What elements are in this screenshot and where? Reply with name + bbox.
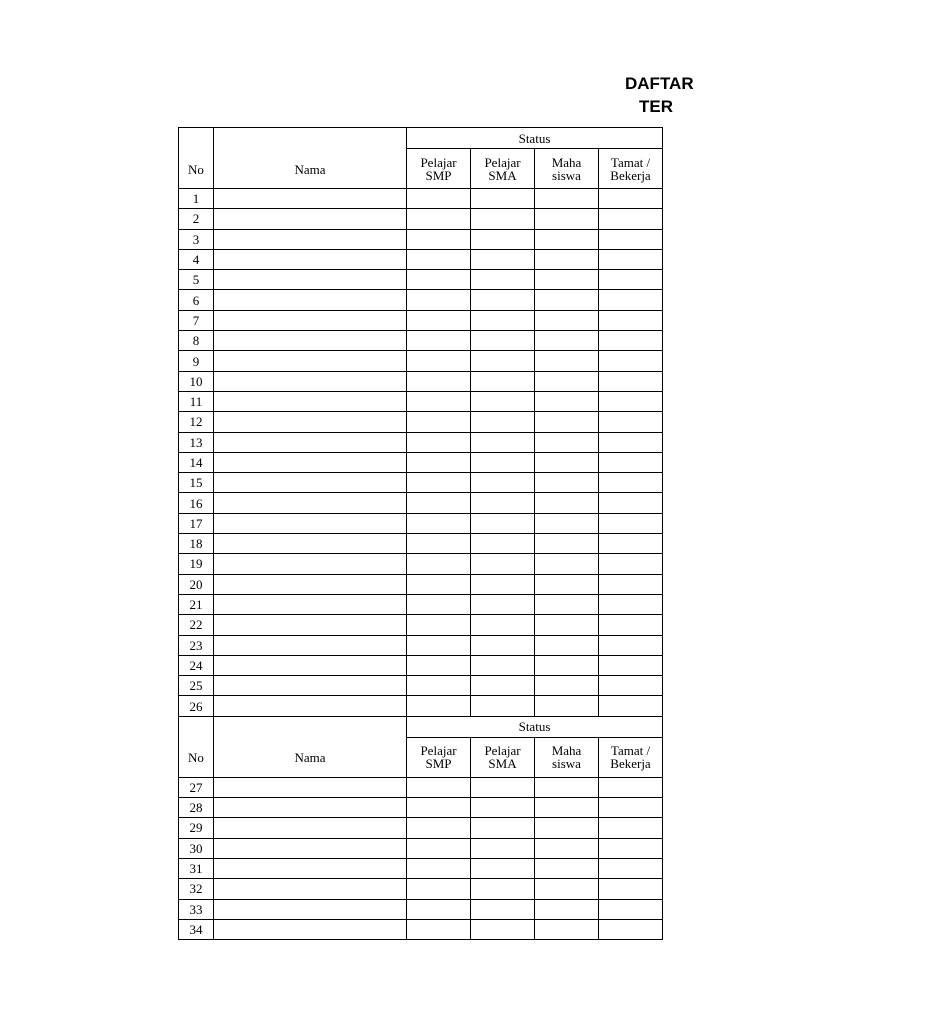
row-number: 27 (179, 777, 214, 797)
status-cell (471, 412, 535, 432)
row-number: 23 (179, 635, 214, 655)
status-cell (599, 777, 663, 797)
status-cell (471, 777, 535, 797)
header-row-top (179, 128, 663, 149)
column-header-no: No (179, 716, 214, 777)
row-number: 9 (179, 351, 214, 371)
table-row (179, 879, 663, 899)
name-cell (214, 899, 407, 919)
status-cell (471, 473, 535, 493)
status-cell (407, 594, 471, 614)
name-cell (214, 798, 407, 818)
status-cell (599, 899, 663, 919)
status-cell (535, 229, 599, 249)
status-cell (535, 534, 599, 554)
status-cell (535, 574, 599, 594)
status-cell (471, 493, 535, 513)
column-header-no: No (179, 128, 214, 189)
table-row (179, 351, 663, 371)
status-cell (535, 290, 599, 310)
table-row (179, 371, 663, 391)
status-cell (599, 270, 663, 290)
status-subheader-line1: Pelajar (420, 154, 457, 170)
table-row (179, 391, 663, 411)
status-cell (535, 473, 599, 493)
row-number: 31 (179, 858, 214, 878)
row-number: 6 (179, 290, 214, 310)
status-cell (599, 493, 663, 513)
status-cell (535, 676, 599, 696)
status-cell (599, 310, 663, 330)
header-row-top (179, 716, 663, 737)
status-cell (407, 351, 471, 371)
status-cell (535, 249, 599, 269)
table-row (179, 331, 663, 351)
table-row (179, 290, 663, 310)
table-row (179, 594, 663, 614)
status-cell (535, 493, 599, 513)
name-cell (214, 351, 407, 371)
status-cell (535, 432, 599, 452)
name-cell (214, 635, 407, 655)
status-cell (407, 310, 471, 330)
status-cell (535, 189, 599, 209)
row-number: 25 (179, 676, 214, 696)
row-number: 29 (179, 818, 214, 838)
table-row (179, 432, 663, 452)
status-cell (535, 879, 599, 899)
status-subheader-line1: Pelajar (484, 154, 521, 170)
status-cell (407, 676, 471, 696)
status-cell (599, 615, 663, 635)
status-cell (407, 452, 471, 472)
status-cell (407, 371, 471, 391)
name-cell (214, 554, 407, 574)
name-cell (214, 879, 407, 899)
status-cell (407, 432, 471, 452)
row-number: 28 (179, 798, 214, 818)
table-row (179, 310, 663, 330)
name-cell (214, 229, 407, 249)
name-cell (214, 574, 407, 594)
status-cell (599, 209, 663, 229)
row-number: 32 (179, 879, 214, 899)
status-cell (599, 879, 663, 899)
status-cell (471, 290, 535, 310)
status-cell (407, 818, 471, 838)
name-cell (214, 655, 407, 675)
status-cell (407, 919, 471, 939)
name-cell (214, 534, 407, 554)
name-cell (214, 615, 407, 635)
status-cell (407, 635, 471, 655)
table-row (179, 919, 663, 939)
status-cell (599, 473, 663, 493)
status-subheader-line1: Tamat / (610, 154, 651, 170)
table-row (179, 655, 663, 675)
status-cell (599, 655, 663, 675)
status-cell (599, 391, 663, 411)
name-cell (214, 209, 407, 229)
status-cell (407, 798, 471, 818)
row-number: 17 (179, 513, 214, 533)
row-number: 30 (179, 838, 214, 858)
table-row (179, 209, 663, 229)
row-number: 13 (179, 432, 214, 452)
name-cell (214, 310, 407, 330)
status-cell (407, 534, 471, 554)
status-cell (599, 331, 663, 351)
row-number: 16 (179, 493, 214, 513)
status-cell (407, 554, 471, 574)
status-cell (471, 351, 535, 371)
status-cell (471, 432, 535, 452)
status-cell (471, 249, 535, 269)
status-cell (599, 696, 663, 716)
status-cell (471, 655, 535, 675)
row-number: 14 (179, 452, 214, 472)
status-subheader (535, 149, 599, 189)
status-cell (535, 452, 599, 472)
name-cell (214, 493, 407, 513)
table-row (179, 493, 663, 513)
name-cell (214, 473, 407, 493)
row-number: 2 (179, 209, 214, 229)
status-subheader-line2: Bekerja (610, 756, 651, 772)
status-cell (471, 513, 535, 533)
status-cell (599, 371, 663, 391)
table-row (179, 270, 663, 290)
status-subheader-line2: siswa (552, 167, 581, 183)
status-cell (471, 594, 535, 614)
table-row (179, 189, 663, 209)
status-cell (535, 391, 599, 411)
status-subheader (407, 737, 471, 777)
status-cell (407, 655, 471, 675)
table-row (179, 574, 663, 594)
name-cell (214, 371, 407, 391)
status-cell (471, 209, 535, 229)
status-subheader-line1: Pelajar (484, 743, 521, 759)
status-cell (535, 899, 599, 919)
table-row (179, 899, 663, 919)
table-row (179, 858, 663, 878)
status-cell (535, 513, 599, 533)
status-cell (471, 189, 535, 209)
status-cell (407, 229, 471, 249)
status-cell (471, 534, 535, 554)
row-number: 11 (179, 391, 214, 411)
row-number: 15 (179, 473, 214, 493)
column-header-name: Nama (214, 128, 407, 189)
status-cell (599, 858, 663, 878)
row-number: 21 (179, 594, 214, 614)
name-cell (214, 858, 407, 878)
status-subheader-line1: Tamat / (610, 743, 651, 759)
name-cell (214, 818, 407, 838)
status-cell (599, 412, 663, 432)
name-cell (214, 513, 407, 533)
row-number: 22 (179, 615, 214, 635)
status-cell (599, 635, 663, 655)
row-number: 26 (179, 696, 214, 716)
status-cell (471, 270, 535, 290)
status-cell (407, 209, 471, 229)
status-cell (471, 310, 535, 330)
name-cell (214, 696, 407, 716)
status-cell (407, 493, 471, 513)
status-cell (535, 270, 599, 290)
status-subheader-line1: Maha (551, 154, 582, 170)
title-line-2: TER (639, 97, 673, 116)
name-cell (214, 777, 407, 797)
name-cell (214, 331, 407, 351)
name-cell (214, 919, 407, 939)
status-cell (471, 574, 535, 594)
status-cell (599, 554, 663, 574)
status-cell (471, 676, 535, 696)
status-cell (407, 391, 471, 411)
table-row (179, 229, 663, 249)
status-cell (535, 798, 599, 818)
status-cell (535, 696, 599, 716)
status-cell (535, 818, 599, 838)
status-cell (599, 838, 663, 858)
row-number: 10 (179, 371, 214, 391)
status-cell (471, 635, 535, 655)
status-cell (407, 473, 471, 493)
name-cell (214, 290, 407, 310)
status-cell (471, 899, 535, 919)
table-row (179, 412, 663, 432)
row-number: 18 (179, 534, 214, 554)
status-cell (471, 371, 535, 391)
name-cell (214, 452, 407, 472)
table-row (179, 249, 663, 269)
status-cell (407, 879, 471, 899)
status-cell (471, 391, 535, 411)
status-cell (599, 574, 663, 594)
table-row (179, 615, 663, 635)
roster-table (178, 127, 663, 940)
status-subheader-line2: siswa (552, 756, 581, 772)
row-number: 33 (179, 899, 214, 919)
table-row (179, 452, 663, 472)
status-subheader-line1: Maha (551, 743, 582, 759)
table-row (179, 534, 663, 554)
document-title (500, 72, 694, 122)
status-cell (407, 189, 471, 209)
status-cell (407, 270, 471, 290)
status-cell (471, 331, 535, 351)
name-cell (214, 412, 407, 432)
status-cell (535, 412, 599, 432)
status-cell (535, 655, 599, 675)
table-row (179, 473, 663, 493)
column-header-name: Nama (214, 716, 407, 777)
table-row (179, 696, 663, 716)
table-row (179, 838, 663, 858)
row-number: 5 (179, 270, 214, 290)
table-row (179, 635, 663, 655)
status-cell (407, 513, 471, 533)
row-number: 12 (179, 412, 214, 432)
table-row (179, 798, 663, 818)
name-cell (214, 189, 407, 209)
status-subheader-line1: Pelajar (420, 743, 457, 759)
status-subheader (599, 737, 663, 777)
row-number: 19 (179, 554, 214, 574)
status-cell (471, 554, 535, 574)
table-row (179, 513, 663, 533)
status-cell (599, 919, 663, 939)
row-number: 20 (179, 574, 214, 594)
status-cell (471, 452, 535, 472)
status-cell (535, 371, 599, 391)
status-cell (535, 594, 599, 614)
title-line-1: DAFTAR (625, 74, 694, 93)
row-number: 8 (179, 331, 214, 351)
status-subheader (599, 149, 663, 189)
status-cell (599, 189, 663, 209)
row-number: 1 (179, 189, 214, 209)
status-cell (535, 310, 599, 330)
name-cell (214, 838, 407, 858)
status-subheader (407, 149, 471, 189)
status-subheader-line2: SMA (488, 756, 517, 772)
status-cell (599, 290, 663, 310)
status-subheader-line2: SMP (425, 167, 452, 183)
status-cell (599, 452, 663, 472)
name-cell (214, 249, 407, 269)
status-cell (599, 229, 663, 249)
status-cell (535, 777, 599, 797)
status-cell (535, 635, 599, 655)
column-header-status: Status (407, 128, 663, 149)
status-cell (535, 331, 599, 351)
status-subheader-line2: Bekerja (610, 167, 651, 183)
status-cell (599, 432, 663, 452)
status-cell (599, 351, 663, 371)
status-cell (471, 919, 535, 939)
status-cell (471, 818, 535, 838)
column-header-status: Status (407, 716, 663, 737)
table-row (179, 676, 663, 696)
status-cell (407, 249, 471, 269)
status-cell (471, 696, 535, 716)
status-cell (471, 798, 535, 818)
name-cell (214, 270, 407, 290)
row-number: 3 (179, 229, 214, 249)
status-cell (407, 858, 471, 878)
row-number: 24 (179, 655, 214, 675)
name-cell (214, 432, 407, 452)
status-cell (535, 554, 599, 574)
table-row (179, 554, 663, 574)
status-cell (471, 229, 535, 249)
status-cell (471, 858, 535, 878)
status-cell (407, 615, 471, 635)
status-cell (407, 838, 471, 858)
status-subheader (471, 737, 535, 777)
status-cell (407, 696, 471, 716)
status-cell (407, 899, 471, 919)
status-cell (471, 879, 535, 899)
row-number: 4 (179, 249, 214, 269)
status-cell (407, 290, 471, 310)
status-cell (599, 818, 663, 838)
status-cell (535, 838, 599, 858)
status-subheader (535, 737, 599, 777)
status-cell (599, 249, 663, 269)
row-number: 7 (179, 310, 214, 330)
status-cell (407, 777, 471, 797)
status-cell (535, 858, 599, 878)
status-cell (599, 594, 663, 614)
status-cell (535, 209, 599, 229)
status-cell (599, 534, 663, 554)
status-subheader-line2: SMP (425, 756, 452, 772)
status-subheader-line2: SMA (488, 167, 517, 183)
status-cell (471, 615, 535, 635)
status-cell (599, 798, 663, 818)
status-cell (535, 351, 599, 371)
status-cell (535, 615, 599, 635)
table-row (179, 818, 663, 838)
status-cell (407, 574, 471, 594)
status-cell (471, 838, 535, 858)
table-row (179, 777, 663, 797)
status-cell (535, 919, 599, 939)
name-cell (214, 676, 407, 696)
status-cell (599, 676, 663, 696)
status-cell (407, 412, 471, 432)
status-cell (599, 513, 663, 533)
name-cell (214, 594, 407, 614)
row-number: 34 (179, 919, 214, 939)
status-subheader (471, 149, 535, 189)
status-cell (407, 331, 471, 351)
name-cell (214, 391, 407, 411)
